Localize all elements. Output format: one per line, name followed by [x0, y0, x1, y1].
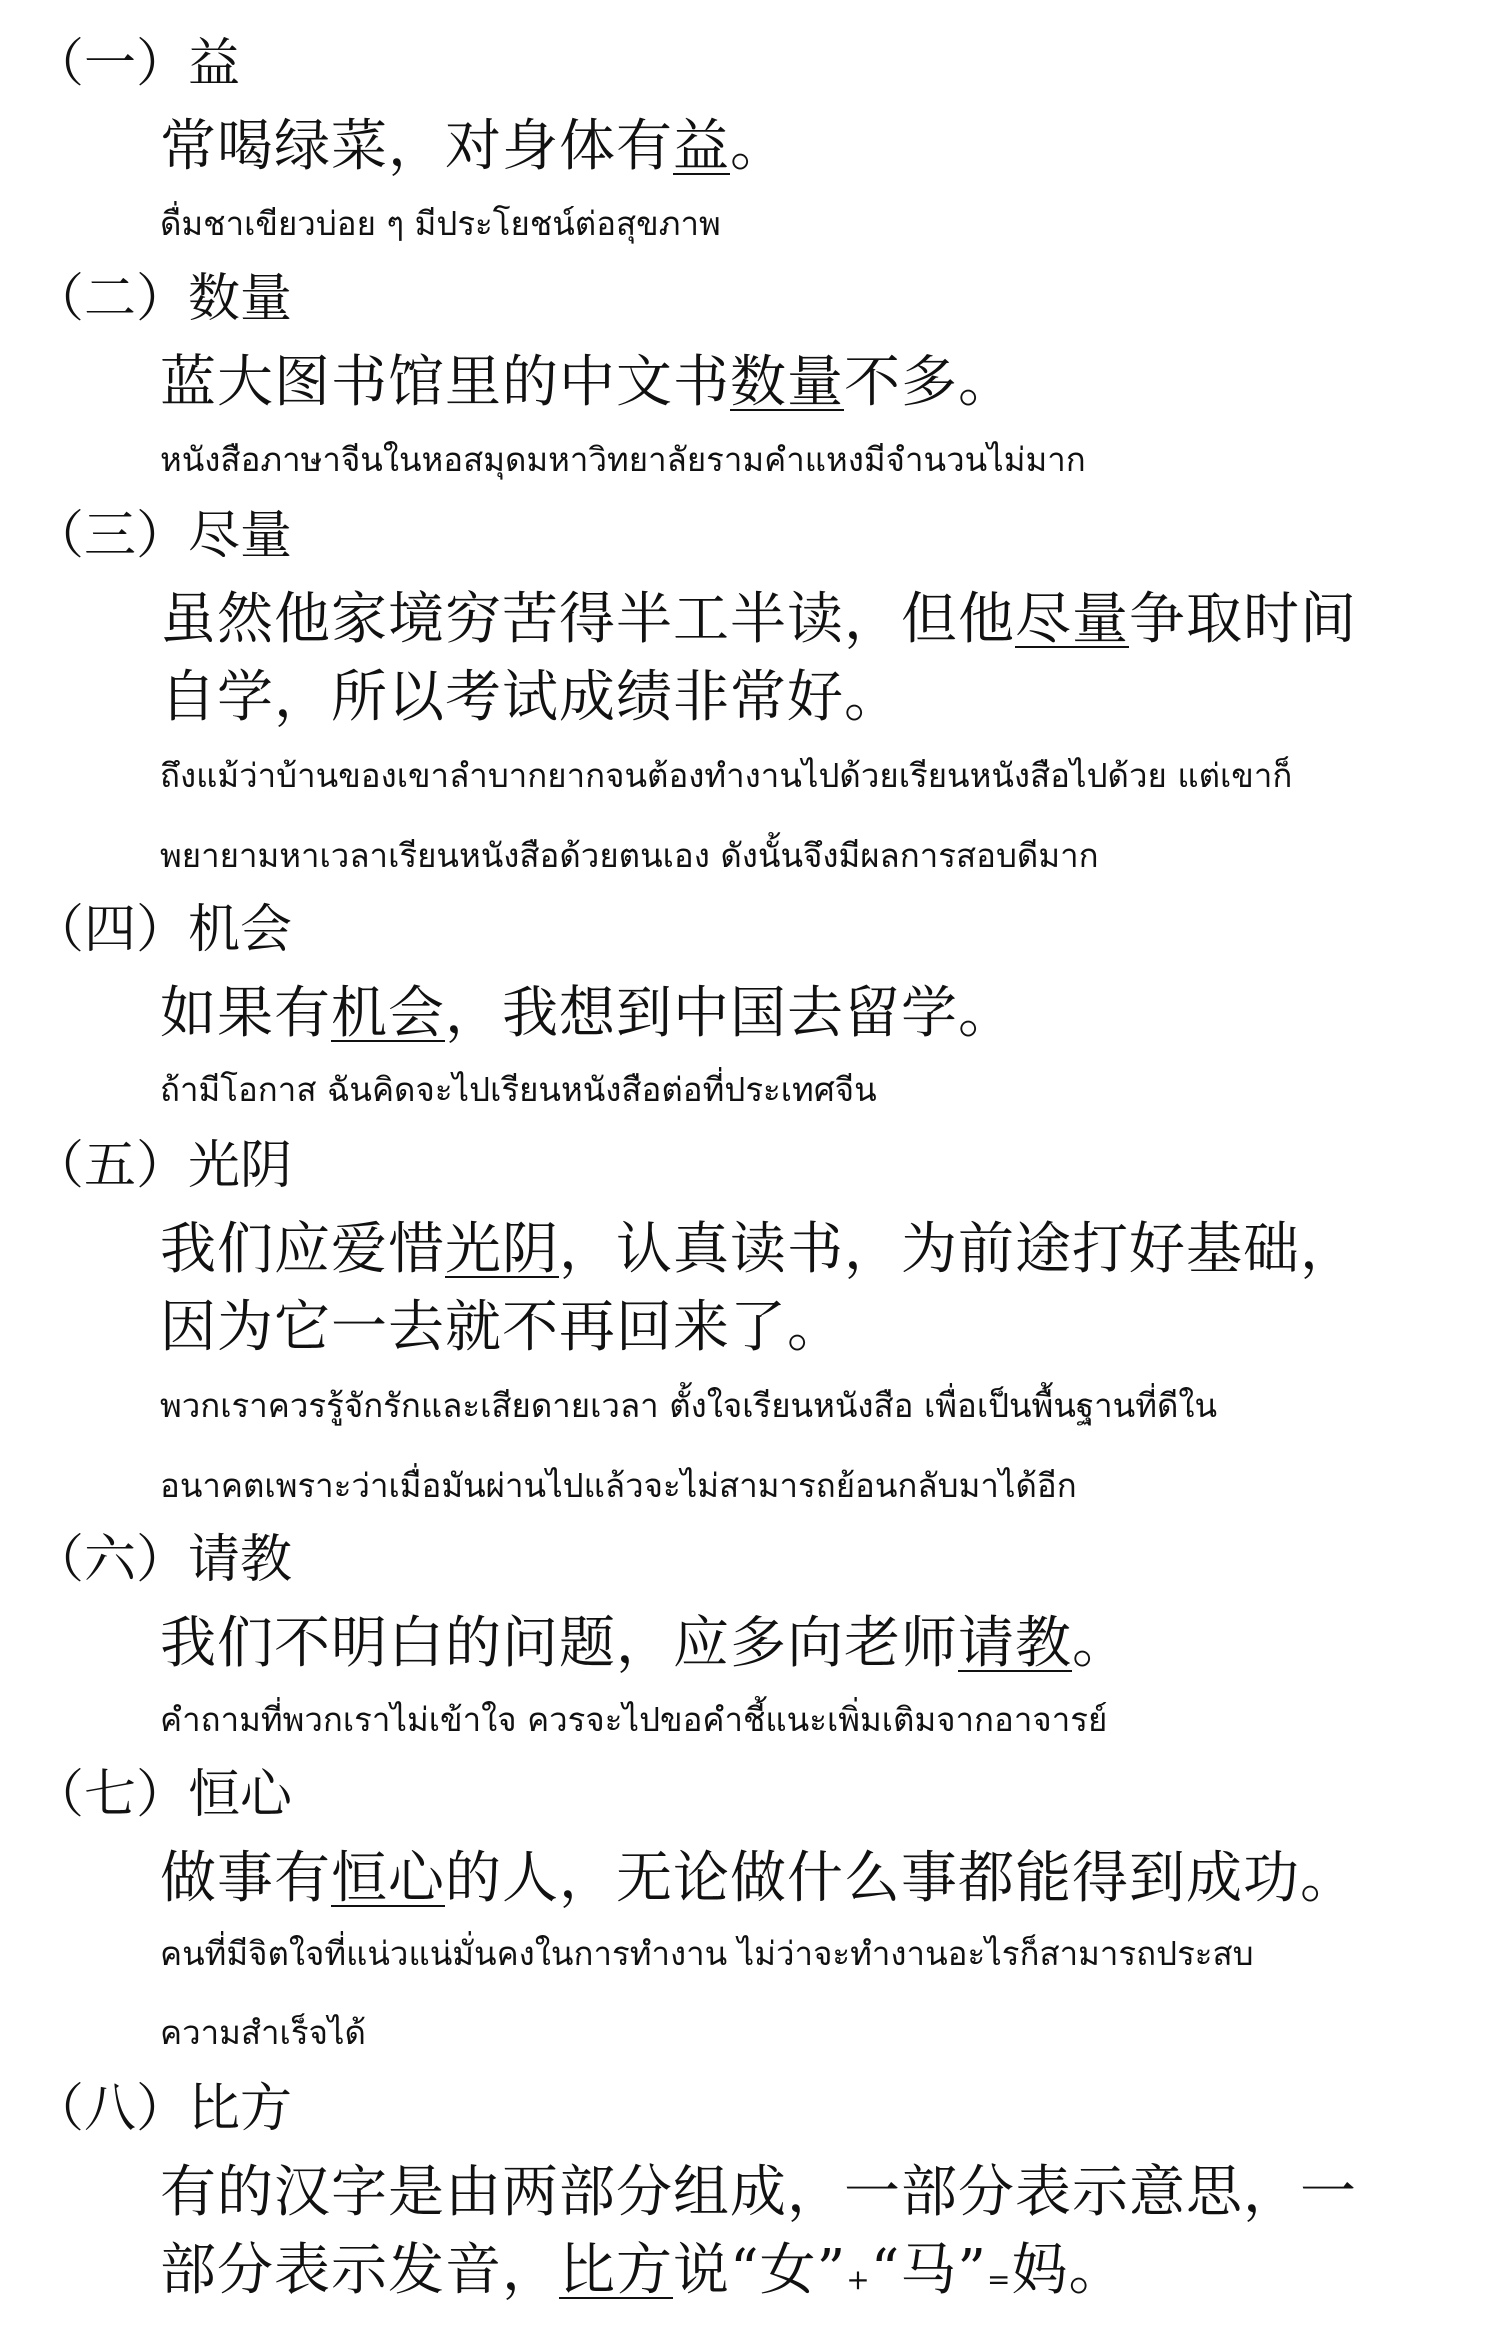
example-sentence — [160, 1290, 844, 1366]
sentence-text: 有的汉字是由两部分组成，一部分表示意思，一 — [160, 2160, 1357, 2225]
entry-heading: （四）机会 — [32, 900, 293, 960]
example-sentence — [160, 1841, 1357, 1917]
example-sentence — [160, 109, 787, 185]
example-sentence — [160, 345, 1015, 421]
thai-translation: อนาคตเพราะว่าเมื่อมันผ่านไปแล้วจะไม่สามารถย้อนกลับมาได้อีก — [160, 1466, 1077, 1505]
plus-sign: + — [846, 2263, 871, 2296]
thai-translation: หนังสือภาษาจีนในหอสมุดมหาวิทยาลัยรามคำแหงมีจำนวนไม่มาก — [160, 440, 1086, 479]
sentence-text: 自学，所以考试成绩非常好。 — [160, 665, 901, 730]
sentence-text: 。 — [1072, 1611, 1129, 1676]
sentence-text: 常喝绿菜，对身体有 — [160, 114, 673, 179]
example-sentence — [160, 2233, 1125, 2318]
sentence-text: 部分表示发音， — [160, 2238, 559, 2303]
thai-translation: คำถามที่พวกเราไม่เข้าใจ ควรจะไปขอคำชี้แนะเพิ่มเติมจากอาจารย์ — [160, 1700, 1108, 1739]
sentence-text: 的人，无论做什么事都能得到成功。 — [445, 1846, 1357, 1911]
thai-translation: คนที่มีจิตใจที่แน่วแน่มั่นคงในการทำงาน ไม่ว่าจะทำงานอะไรก็สามารถประสบ — [160, 1934, 1254, 1973]
example-sentence — [160, 1606, 1129, 1682]
thai-translation: พวกเราควรรู้จักรักและเสียดายเวลา ตั้งใจเรียนหนังสือ เพื่อเป็นพื้นฐานที่ดีใน — [160, 1386, 1218, 1425]
example-sentence — [160, 976, 1015, 1052]
key-word: 数量 — [730, 350, 844, 415]
example-sentence — [160, 1212, 1357, 1288]
sentence-text: 我们应爱惜 — [160, 1217, 445, 1282]
sentence-text: 我们不明白的问题，应多向老师 — [160, 1611, 958, 1676]
sentence-text: 。 — [730, 114, 787, 179]
key-word: 益 — [673, 114, 730, 179]
sentence-text: 蓝大图书馆里的中文书 — [160, 350, 730, 415]
key-word: 光阴 — [445, 1217, 559, 1282]
key-word: 比方 — [559, 2238, 673, 2303]
thai-translation: ถึงแม้ว่าบ้านของเขาลำบากยากจนต้องทำงานไปด้วยเรียนหนังสือไปด้วย แต่เขาก็ — [160, 756, 1293, 795]
sentence-text: 如果有 — [160, 981, 331, 1046]
equals-sign: = — [987, 2263, 1012, 2296]
sentence-text: 不多。 — [844, 350, 1015, 415]
entry-heading: （三）尽量 — [32, 506, 293, 566]
entry-heading: （二）数量 — [32, 269, 293, 329]
entry-heading: （八）比方 — [32, 2079, 293, 2139]
sentence-text: 争取时间 — [1129, 587, 1357, 652]
key-word: 尽量 — [1015, 587, 1129, 652]
entry-heading: （七）恒心 — [32, 1765, 293, 1825]
example-sentence — [160, 660, 901, 736]
sentence-text: 妈。 — [1011, 2238, 1126, 2303]
entry-heading: （一）益 — [32, 34, 241, 94]
entry-heading: （五）光阴 — [32, 1136, 293, 1196]
sentence-text: 说“女” — [673, 2238, 847, 2303]
sentence-text: 虽然他家境穷苦得半工半读，但他 — [160, 587, 1015, 652]
entry-heading: （六）请教 — [32, 1530, 293, 1590]
sentence-text: ，认真读书，为前途打好基础， — [559, 1217, 1357, 1282]
thai-translation: ถ้ามีโอกาส ฉันคิดจะไปเรียนหนังสือต่อที่ประเทศจีน — [160, 1070, 877, 1109]
key-word: 恒心 — [331, 1846, 445, 1911]
thai-translation: ดื่มชาเขียวบ่อย ๆ มีประโยชน์ต่อสุขภาพ — [160, 204, 721, 243]
example-sentence — [160, 582, 1357, 658]
key-word: 机会 — [331, 981, 445, 1046]
sentence-text: 因为它一去就不再回来了。 — [160, 1295, 844, 1360]
example-sentence — [160, 2155, 1357, 2231]
thai-translation: ความสำเร็จได้ — [160, 2013, 366, 2052]
thai-translation: พยายามหาเวลาเรียนหนังสือด้วยตนเอง ดังนั้นจึงมีผลการสอบดีมาก — [160, 836, 1099, 875]
sentence-text: 做事有 — [160, 1846, 331, 1911]
sentence-text: ，我想到中国去留学。 — [445, 981, 1015, 1046]
sentence-text: “马” — [870, 2238, 987, 2303]
key-word: 请教 — [958, 1611, 1072, 1676]
